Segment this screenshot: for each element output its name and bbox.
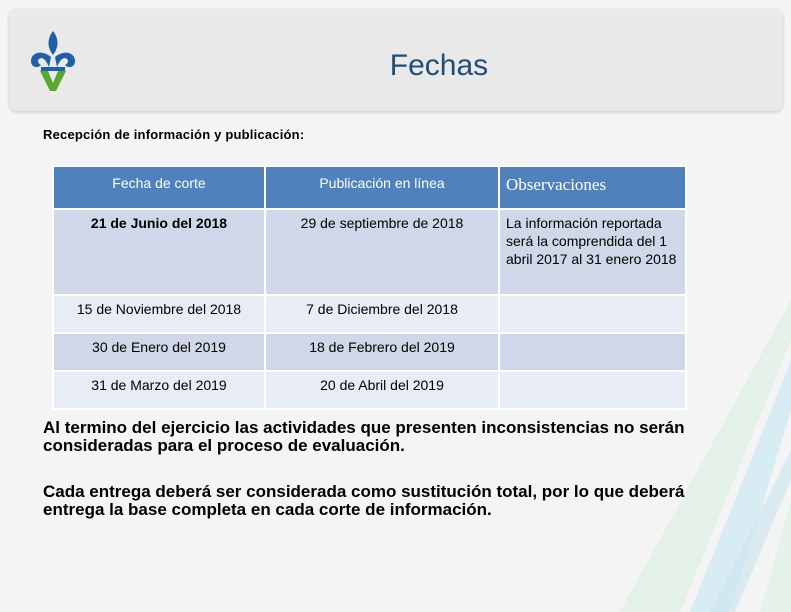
cell-publicacion: 29 de septiembre de 2018: [265, 209, 499, 295]
cell-observaciones: [499, 371, 686, 409]
header-observaciones: Observaciones: [499, 166, 686, 209]
cell-observaciones: La información reportada será la comprendida del 1 abril 2017 al 31 enero 2018: [499, 209, 686, 295]
fleur-de-lis-v-logo: [27, 27, 79, 93]
note-sustitucion-total: Cada entrega deberá ser considerada como sustitución total, por lo que deberá entrega la base completa en cada corte de información.: [43, 482, 685, 519]
cell-observaciones: [499, 295, 686, 333]
cell-fecha-corte: 15 de Noviembre del 2018: [53, 295, 265, 333]
cell-publicacion: 20 de Abril del 2019: [265, 371, 499, 409]
cell-fecha-corte: 31 de Marzo del 2019: [53, 371, 265, 409]
table-row: [53, 295, 686, 333]
table-row: [53, 333, 686, 371]
header-fecha-corte: Fecha de corte: [53, 166, 265, 209]
note-inconsistencias: Al termino del ejercicio las actividades que presenten inconsistencias no serán consideradas para el proceso de evaluación.: [43, 418, 685, 455]
page-title: Fechas: [389, 49, 489, 82]
cell-publicacion: 18 de Febrero del 2019: [265, 333, 499, 371]
cell-fecha-corte: 21 de Junio del 2018: [53, 209, 265, 295]
cell-publicacion: 7 de Diciembre del 2018: [265, 295, 499, 333]
section-subtitle: Recepción de información y publicación:: [43, 127, 305, 142]
cell-fecha-corte: 30 de Enero del 2019: [53, 333, 265, 371]
header-publicacion: Publicación en línea: [265, 166, 499, 209]
table-header-row: [53, 166, 686, 209]
table-row: [53, 371, 686, 409]
cell-observaciones: [499, 333, 686, 371]
table-row: [53, 209, 686, 295]
header-bar: [9, 9, 783, 111]
dates-table: [52, 165, 687, 410]
